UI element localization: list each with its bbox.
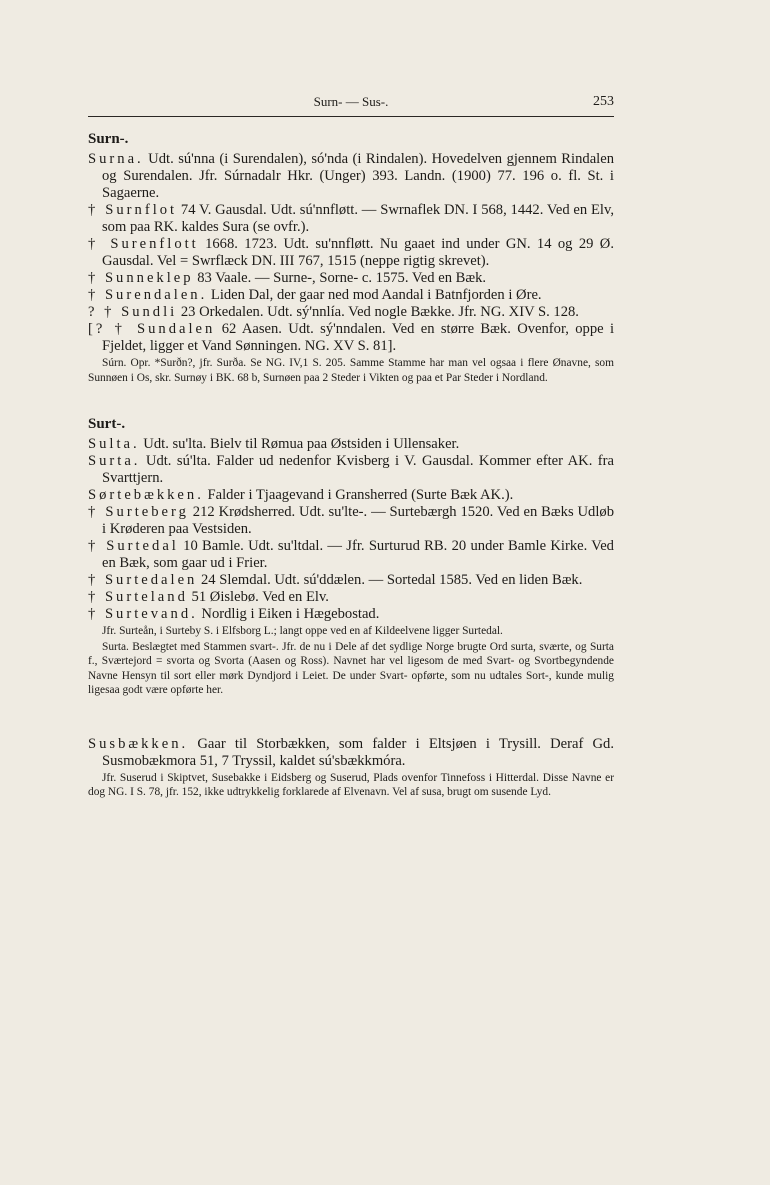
entry-surteberg: † Surteberg 212 Krødsherred. Udt. su'lte-. — Surtebærgh 1520. Ved en Bæks Udløb i Krøderen paa Vestsiden. [88, 504, 614, 537]
entry-sulta: Sulta. Udt. su'lta. Bielv til Rømua paa Østsiden i Ullensaker. [88, 436, 460, 452]
page-header [88, 94, 614, 114]
entry-surtedal: † Surtedal 10 Bamle. Udt. su'ltdal. — Jfr. Surturud RB. 20 under Bamle Kirke. Ved en Bæk, som gaar ud i Frier. [88, 538, 614, 571]
entry-sundalen: [? † Sundalen 62 Aasen. Udt. sý'nndalen. Ved en større Bæk. Ovenfor, oppe i Fjeldet, ligger et Vand Sønningen. NG. XV S. 81]. [88, 321, 614, 354]
note-surt-2: Surta. Beslægtet med Stammen svart-. Jfr. de nu i Dele af det sydlige Norge brugte Ord surta, sværte, og Surta f., Sværtejord = svorta og Svorta (Aasen og Ross). Navnet har vel ligesom de med Svart- og Svortbegyndende Navne Hensyn til sort eller mørk Dyndjord i Leiet. De under Svart- opførte, som nu udtales Sort-, kunde mulig ligesaa godt være opførte her. [88, 640, 614, 696]
entry-surnflot: † Surnflot 74 V. Gausdal. Udt. sú'nnfløtt. — Swrnaflek DN. I 568, 1442. Ved en Elv, som paa RK. kaldes Sura (se ovfr.). [88, 202, 614, 235]
page-number: 253 [593, 94, 614, 109]
entry-surenflott: † Surenflott 1668. 1723. Udt. su'nnfløtt. Nu gaaet ind under GN. 14 og 29 Ø. Gausdal. Vel = Swrflæck DN. III 767, 1515 (neppe rigtig skrevet). [88, 236, 614, 269]
entry-surendalen: † Surendalen. Liden Dal, der gaar ned mod Aandal i Batnfjorden i Øre. [88, 287, 542, 303]
header-rule [88, 116, 614, 117]
entry-sundli: ? † Sundli 23 Orkedalen. Udt. sý'nnlía. Ved nogle Bække. Jfr. NG. XIV S. 128. [88, 304, 579, 320]
section-heading-surt: Surt-. [88, 416, 126, 432]
entry-sunneklep: † Sunneklep 83 Vaale. — Surne-, Sorne- c. 1575. Ved en Bæk. [88, 270, 487, 286]
entry-surtedalen: † Surtedalen 24 Slemdal. Udt. sú'ddælen. — Sortedal 1585. Ved en liden Bæk. [88, 572, 583, 588]
note-sus: Jfr. Suserud i Skiptvet, Susebakke i Eidsberg og Suserud, Plads ovenfor Tinnefoss i Hitterdal. Disse Navne er dog NG. I S. 78, jfr. 152, ikke udtrykkelig forklarede af Elvenavn. Vel af susa, brugt om susende Lyd. [88, 771, 614, 798]
running-title: Surn- — Sus-. [313, 94, 389, 109]
entry-surteland: † Surteland 51 Øislebø. Ved en Elv. [88, 589, 329, 605]
entry-surta: Surta. Udt. sú'lta. Falder ud nedenfor Kvisberg i V. Gausdal. Kommer efter AK. fra Svarttjern. [88, 453, 614, 486]
note-surn: Súrn. Opr. *Surðn?, jfr. Surða. Se NG. IV,1 S. 205. Samme Stamme har man vel ogsaa i flere Ønavne, som Sunnøen i Os, skr. Surnøy i BK. 68 b, Surnøen paa 2 Steder i Vikten og paa et Par Steder i Nordland. [88, 357, 614, 384]
entry-susbaekken: Susbækken. Gaar til Storbækken, som falder i Eltsjøen i Trysill. Deraf Gd. Susmobækmora 51, 7 Tryssil, kaldet sú'sbækkmóra. [88, 735, 614, 769]
entry-surtevand: † Surtevand. Nordlig i Eiken i Hægebostad. [88, 606, 380, 622]
page-body [88, 130, 614, 800]
entry-sortebaekken: Sørtebækken. Falder i Tjaagevand i Gransherred (Surte Bæk AK.). [88, 487, 514, 503]
entry-surna: Surna. Udt. sú'nna (i Surendalen), só'nda (i Rindalen). Hovedelven gjennem Rindalen og Surendalen. Jfr. Súrnadalr Hkr. (Unger) 393. Landn. (1900) 77. 196 o. fl. St. i Sagaerne. [88, 151, 614, 201]
note-surt-1: Jfr. Surteån, i Surteby S. i Elfsborg L.; langt oppe ved en af Kildeelvene ligger Surtedal. [102, 625, 503, 637]
section-heading-surn: Surn-. [88, 131, 129, 147]
